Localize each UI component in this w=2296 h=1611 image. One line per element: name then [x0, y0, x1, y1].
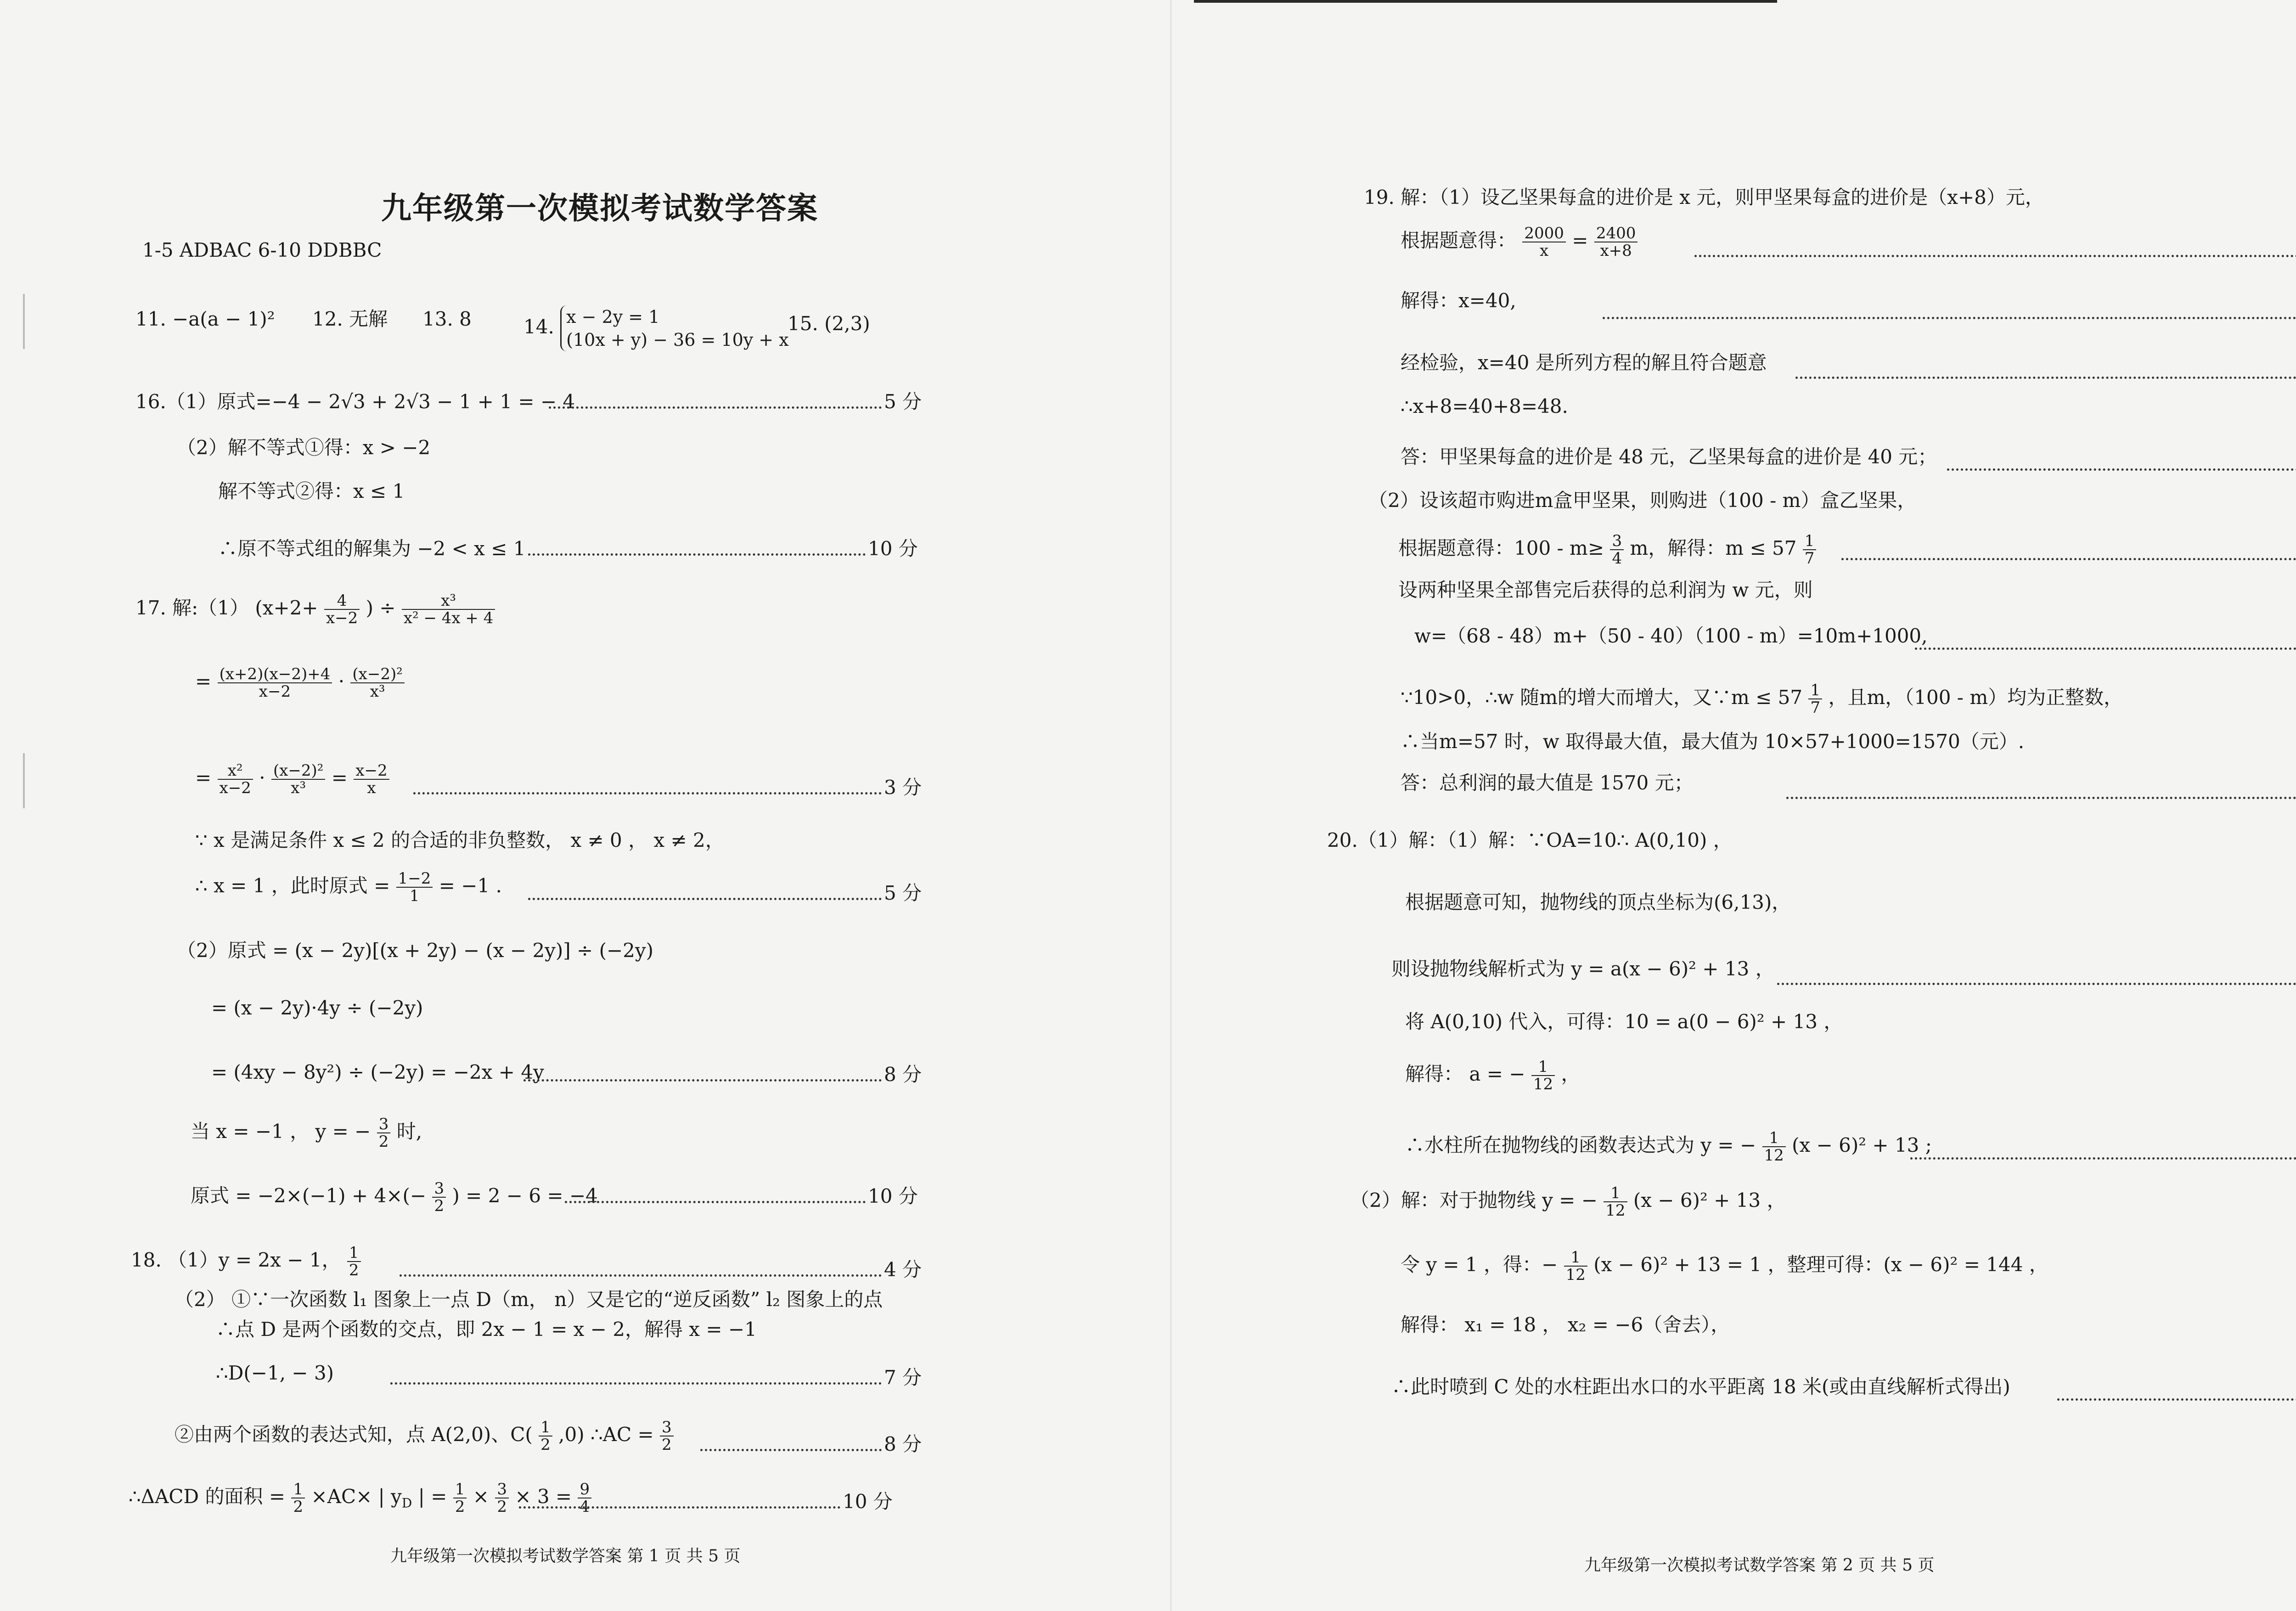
dot-leader	[523, 1079, 882, 1082]
page-title: 九年级第一次模拟考试数学答案	[381, 191, 818, 226]
numerator: 3	[432, 1180, 446, 1198]
numerator: 4	[324, 592, 360, 610]
q20-line1: 20.（1）解：（1）解：∵OA=10∴ A(0,10) ，	[1327, 829, 1733, 851]
q17-line2	[195, 666, 405, 700]
numerator: 2400	[1594, 225, 1638, 242]
fraction	[432, 1180, 446, 1214]
numerator: 1	[539, 1419, 552, 1436]
denominator: 12	[1764, 1146, 1784, 1165]
dot-leader	[1915, 648, 2296, 650]
denominator: x³	[291, 779, 306, 797]
q19-part2-line6: ∴当m=57 时，w 取得最大值，最大值为 10×57+1000=1570（元）.	[1401, 730, 2025, 753]
q17-line4: ∵ x 是满足条件 x ≤ 2 的合适的非负整数， x ≠ 0 ， x ≠ 2，	[195, 829, 725, 851]
q14-equation-2: (10x + y) − 36 = 10y + x	[566, 330, 789, 350]
expr-text: ，且m，（100 - m）均为正整数，	[1828, 686, 2123, 709]
score: 7 分	[884, 1366, 922, 1389]
fraction	[1522, 225, 1566, 259]
expr-text: (x − 6)² + 13 ，	[1633, 1189, 1786, 1211]
q19-part2-line3: 设两种坚果全部售完后获得的总利润为 w 元，则	[1398, 579, 1813, 601]
q20-line6	[1405, 1130, 1932, 1164]
score: 10 分	[843, 1490, 893, 1513]
dot-leader	[1795, 377, 2296, 379]
fraction	[1762, 1130, 1786, 1164]
score: 4 分	[884, 1258, 922, 1281]
expr-text: ∴ΔACD 的面积 =	[129, 1485, 286, 1508]
scan-edge-line	[1194, 0, 1777, 3]
numerator: 1	[1803, 533, 1817, 550]
q17-line3	[195, 762, 389, 796]
q19-part2-line4: w=（68 - 48）m+（50 - 40）（100 - m）=10m+1000,	[1414, 625, 1928, 647]
subscript: D	[401, 1495, 412, 1511]
fraction	[396, 870, 433, 904]
expr-text: 解得： a = −	[1405, 1063, 1525, 1085]
score: 5 分	[884, 390, 922, 413]
fraction	[324, 592, 360, 626]
expr-text: (x+2+	[255, 597, 318, 619]
q19-part2-line7: 答：总利润的最大值是 1570 元；	[1401, 772, 1694, 794]
denominator: x	[1540, 242, 1549, 260]
q12-answer: 12. 无解	[312, 308, 388, 330]
numerator: 2000	[1522, 225, 1566, 242]
q16-part2-line1: （2）解不等式①得：x > −2	[177, 436, 431, 459]
q19-part2-line2	[1398, 533, 1816, 567]
q16-part2-line3: ∴原不等式组的解集为 −2 < x ≤ 1	[218, 537, 526, 560]
denominator: x² − 4x + 4	[403, 609, 494, 627]
denominator: x−2	[259, 682, 291, 701]
q19-part2-line1: （2）设该超市购进m盒甲坚果，则购进（100 - m）盒乙坚果，	[1368, 489, 1917, 512]
fraction	[291, 1481, 305, 1515]
score: 10 分	[868, 1185, 918, 1207]
numerator: 9	[578, 1481, 591, 1498]
numerator: 3	[495, 1481, 509, 1498]
expr-text: ∵10>0，∴w 随m的增大而增大，又∵m ≤ 57	[1401, 686, 1803, 709]
q17-line5	[195, 870, 502, 904]
fraction	[578, 1481, 591, 1515]
dot-leader	[1786, 797, 2296, 799]
expr-text: 当 x = −1 ， y = −	[191, 1120, 371, 1143]
q18-part1	[131, 1245, 361, 1279]
q18-part2-line4	[174, 1419, 674, 1453]
q17-line1	[135, 592, 495, 626]
expr-text: ×	[473, 1485, 489, 1508]
dot-leader	[1841, 558, 2296, 560]
score: 3 分	[884, 776, 922, 799]
denominator: 2	[434, 1197, 445, 1215]
fraction	[1594, 225, 1638, 259]
q18-part2-line3: ∴D(−1, − 3)	[216, 1362, 334, 1384]
q20-part2-line2	[1401, 1249, 2048, 1283]
expr-text: =	[331, 766, 348, 789]
dot-leader	[1947, 468, 2296, 471]
q20-line3: 则设抛物线解析式为 y = a(x − 6)² + 13 ，	[1391, 958, 1775, 980]
q20-part2-line4: ∴此时喷到 C 处的水柱距出水口的水平距离 18 米(或由直线解析式得出)	[1391, 1375, 2010, 1398]
q14-equation-1: x − 2y = 1	[566, 307, 660, 327]
fraction	[1808, 682, 1822, 716]
dot-leader	[519, 1506, 840, 1509]
score: 8 分	[884, 1063, 922, 1086]
expr-text: m，解得：m ≤ 57	[1630, 537, 1797, 559]
q18-part2-line2: ∴点 D 是两个函数的交点，即 2x − 1 = x − 2，解得 x = −1	[216, 1318, 757, 1341]
expr-text: = −1 .	[439, 874, 502, 897]
numerator: (x+2)(x−2)+4	[218, 666, 332, 683]
fraction	[539, 1419, 552, 1453]
denominator: 2	[455, 1498, 465, 1516]
q14-equation-system	[560, 305, 789, 351]
numerator: (x−2)²	[271, 762, 325, 780]
denominator: 7	[1804, 549, 1815, 568]
q19-line5: ∴x+8=40+8=48.	[1401, 395, 1568, 417]
dot-leader	[700, 1449, 882, 1451]
expr-text: 18. （1）y = 2x − 1，	[131, 1249, 341, 1271]
numerator: 1	[1762, 1130, 1786, 1147]
numerator: (x−2)²	[350, 666, 404, 683]
numerator: 1	[1808, 682, 1822, 699]
numerator: 1	[1531, 1059, 1555, 1076]
denominator: 4	[580, 1498, 590, 1516]
score: 10 分	[868, 537, 918, 560]
fraction	[218, 762, 253, 796]
dot-leader	[528, 898, 882, 900]
expr-text: ·	[259, 766, 265, 789]
fraction	[495, 1481, 509, 1515]
numerator: 1	[1604, 1185, 1627, 1202]
page-footer: 九年级第一次模拟考试数学答案 第 1 页 共 5 页	[390, 1547, 741, 1566]
numerator: 1	[347, 1245, 361, 1262]
dot-leader	[1603, 317, 2296, 319]
q19-line3: 解得：x=40,	[1401, 289, 1516, 312]
expr-text: ,0) ∴AC =	[558, 1423, 654, 1446]
denominator: 2	[497, 1498, 507, 1516]
q20-line5	[1405, 1059, 1580, 1093]
q14-label: 14.	[523, 315, 554, 338]
q17-label: 17. 解:（1）	[135, 597, 249, 619]
expr-text: =	[195, 670, 212, 693]
dot-leader	[549, 406, 882, 409]
denominator: 2	[540, 1436, 551, 1454]
dot-leader	[1694, 255, 2296, 257]
q18-part2-line1: （2） ①∵一次函数 l₁ 图象上一点 D（m， n）又是它的“逆反函数” l₂ 图象上的点	[174, 1288, 883, 1311]
q19-line1: 19. 解：（1）设乙坚果每盒的进价是 x 元，则甲坚果每盒的进价是（x+8）元，	[1364, 186, 2044, 208]
denominator: 2	[662, 1436, 672, 1454]
expr-text: ×AC× | y	[311, 1485, 402, 1508]
score: 5 分	[884, 882, 922, 904]
q17-part2-line5	[191, 1180, 598, 1214]
fraction	[1610, 533, 1624, 567]
q19-part2-line5	[1401, 682, 2123, 716]
answer-page-2	[1171, 0, 2296, 1611]
q13-answer: 13. 8	[422, 308, 472, 330]
expr-text: 令 y = 1 ，得：−	[1401, 1253, 1558, 1276]
q17-part2-line3: = (4xy − 8y²) ÷ (−2y) = −2x + 4y	[211, 1061, 544, 1083]
dot-leader	[400, 1274, 882, 1277]
denominator: x−2	[326, 609, 358, 627]
fraction	[350, 666, 404, 700]
fraction	[1564, 1249, 1587, 1283]
denominator: 7	[1810, 698, 1821, 717]
dot-leader	[565, 1201, 866, 1203]
numerator: 1−2	[396, 870, 433, 888]
q17-part2-line1: （2）原式 = (x − 2y)[(x + 2y) − (x − 2y)] ÷ (−2y)	[177, 939, 653, 962]
denominator: x−2	[219, 779, 251, 797]
numerator: 1	[291, 1481, 305, 1498]
expr-text: ) = 2 − 6 = −4	[452, 1184, 598, 1207]
expr-text: ∴ x = 1 ，此时原式 =	[195, 874, 390, 897]
expr-text: ②由两个函数的表达式知，点 A(2,0)、C(	[174, 1423, 533, 1446]
scan-edge-mark	[23, 753, 25, 808]
denominator: 2	[293, 1498, 304, 1516]
expr-text: 时,	[396, 1120, 422, 1143]
scan-edge-mark	[23, 294, 25, 349]
fraction	[347, 1245, 361, 1279]
numerator: x²	[218, 762, 253, 780]
dot-leader	[1777, 983, 2296, 985]
numerator: 1	[1564, 1249, 1587, 1267]
denominator: 12	[1565, 1266, 1586, 1284]
fraction	[377, 1116, 391, 1150]
expr-text: 根据题意得：	[1401, 229, 1517, 252]
denominator: 12	[1605, 1201, 1626, 1220]
denominator: 2	[349, 1261, 359, 1279]
expr-text: | =	[412, 1485, 447, 1508]
denominator: 4	[1612, 549, 1622, 568]
page-footer: 九年级第一次模拟考试数学答案 第 2 页 共 5 页	[1584, 1556, 1935, 1575]
expr-text: (x − 6)² + 13 ;	[1792, 1134, 1932, 1156]
numerator: x³	[402, 592, 495, 610]
q19-line4: 经检验，x=40 是所列方程的解且符合题意	[1401, 351, 1767, 374]
dot-leader	[528, 553, 866, 556]
q20-part2-line3: 解得： x₁ = 18 ， x₂ = −6（舍去），	[1401, 1313, 1730, 1336]
expr-text: =	[195, 766, 212, 789]
q17-part2-line2: = (x − 2y)·4y ÷ (−2y)	[211, 997, 423, 1019]
multiple-choice-answers: 1-5 ADBAC 6-10 DDBBC	[142, 239, 382, 261]
q20-part2-line1	[1350, 1185, 1786, 1219]
q20-line4: 将 A(0,10) 代入，可得：10 = a(0 − 6)² + 13 ，	[1405, 1010, 1843, 1033]
fraction	[271, 762, 325, 796]
q19-line2	[1401, 225, 1638, 259]
dot-leader	[413, 792, 882, 794]
expr-text: =	[1572, 229, 1588, 252]
denominator: x³	[370, 682, 385, 701]
expr-text: ) ÷	[366, 597, 396, 619]
q11-answer: 11. −a(a − 1)²	[135, 308, 275, 330]
numerator: x−2	[354, 762, 389, 780]
denominator: x	[367, 779, 376, 797]
expr-text: 原式 = −2×(−1) + 4×(−	[191, 1184, 427, 1207]
expr-text: ∴水柱所在抛物线的函数表达式为 y = −	[1405, 1134, 1756, 1156]
fraction	[218, 666, 332, 700]
fraction	[1604, 1185, 1627, 1219]
fraction	[1803, 533, 1817, 567]
q19-line6: 答：甲坚果每盒的进价是 48 元，乙坚果每盒的进价是 40 元；	[1401, 445, 1937, 468]
expr-text: （2）解：对于抛物线 y = −	[1350, 1189, 1598, 1211]
dot-leader	[2057, 1398, 2296, 1401]
score: 8 分	[884, 1433, 922, 1455]
expr-text: × 3 =	[515, 1485, 572, 1508]
fraction	[402, 592, 495, 626]
q17-part2-line4	[191, 1116, 422, 1150]
q16-part2-line2: 解不等式②得：x ≤ 1	[218, 480, 405, 502]
numerator: 3	[660, 1419, 674, 1436]
fraction	[453, 1481, 467, 1515]
q16-part1: 16.（1）原式=−4 − 2√3 + 2√3 − 1 + 1 = − 4	[135, 390, 575, 413]
expr-text: ·	[338, 670, 345, 693]
fraction	[660, 1419, 674, 1453]
dot-leader	[1910, 1157, 2296, 1160]
dot-leader	[390, 1382, 882, 1385]
fraction	[1531, 1059, 1555, 1093]
expr-text: ，	[1561, 1063, 1581, 1085]
numerator: 1	[453, 1481, 467, 1498]
expr-text: (x − 6)² + 13 = 1 ，整理可得：(x − 6)² = 144 ，	[1593, 1253, 2048, 1276]
q20-line2: 根据题意可知，抛物线的顶点坐标为(6,13)，	[1405, 891, 1791, 913]
numerator: 3	[1610, 533, 1624, 550]
numerator: 3	[377, 1116, 391, 1133]
denominator: 2	[378, 1132, 389, 1151]
q18-part2-line5	[129, 1481, 591, 1517]
denominator: 12	[1533, 1075, 1553, 1093]
denominator: x+8	[1600, 242, 1632, 260]
fraction	[354, 762, 389, 796]
expr-text: 根据题意得：100 - m≥	[1398, 537, 1604, 559]
q15-answer: 15. (2,3)	[788, 312, 870, 335]
q14-answer	[523, 305, 789, 351]
denominator: 1	[409, 887, 420, 905]
